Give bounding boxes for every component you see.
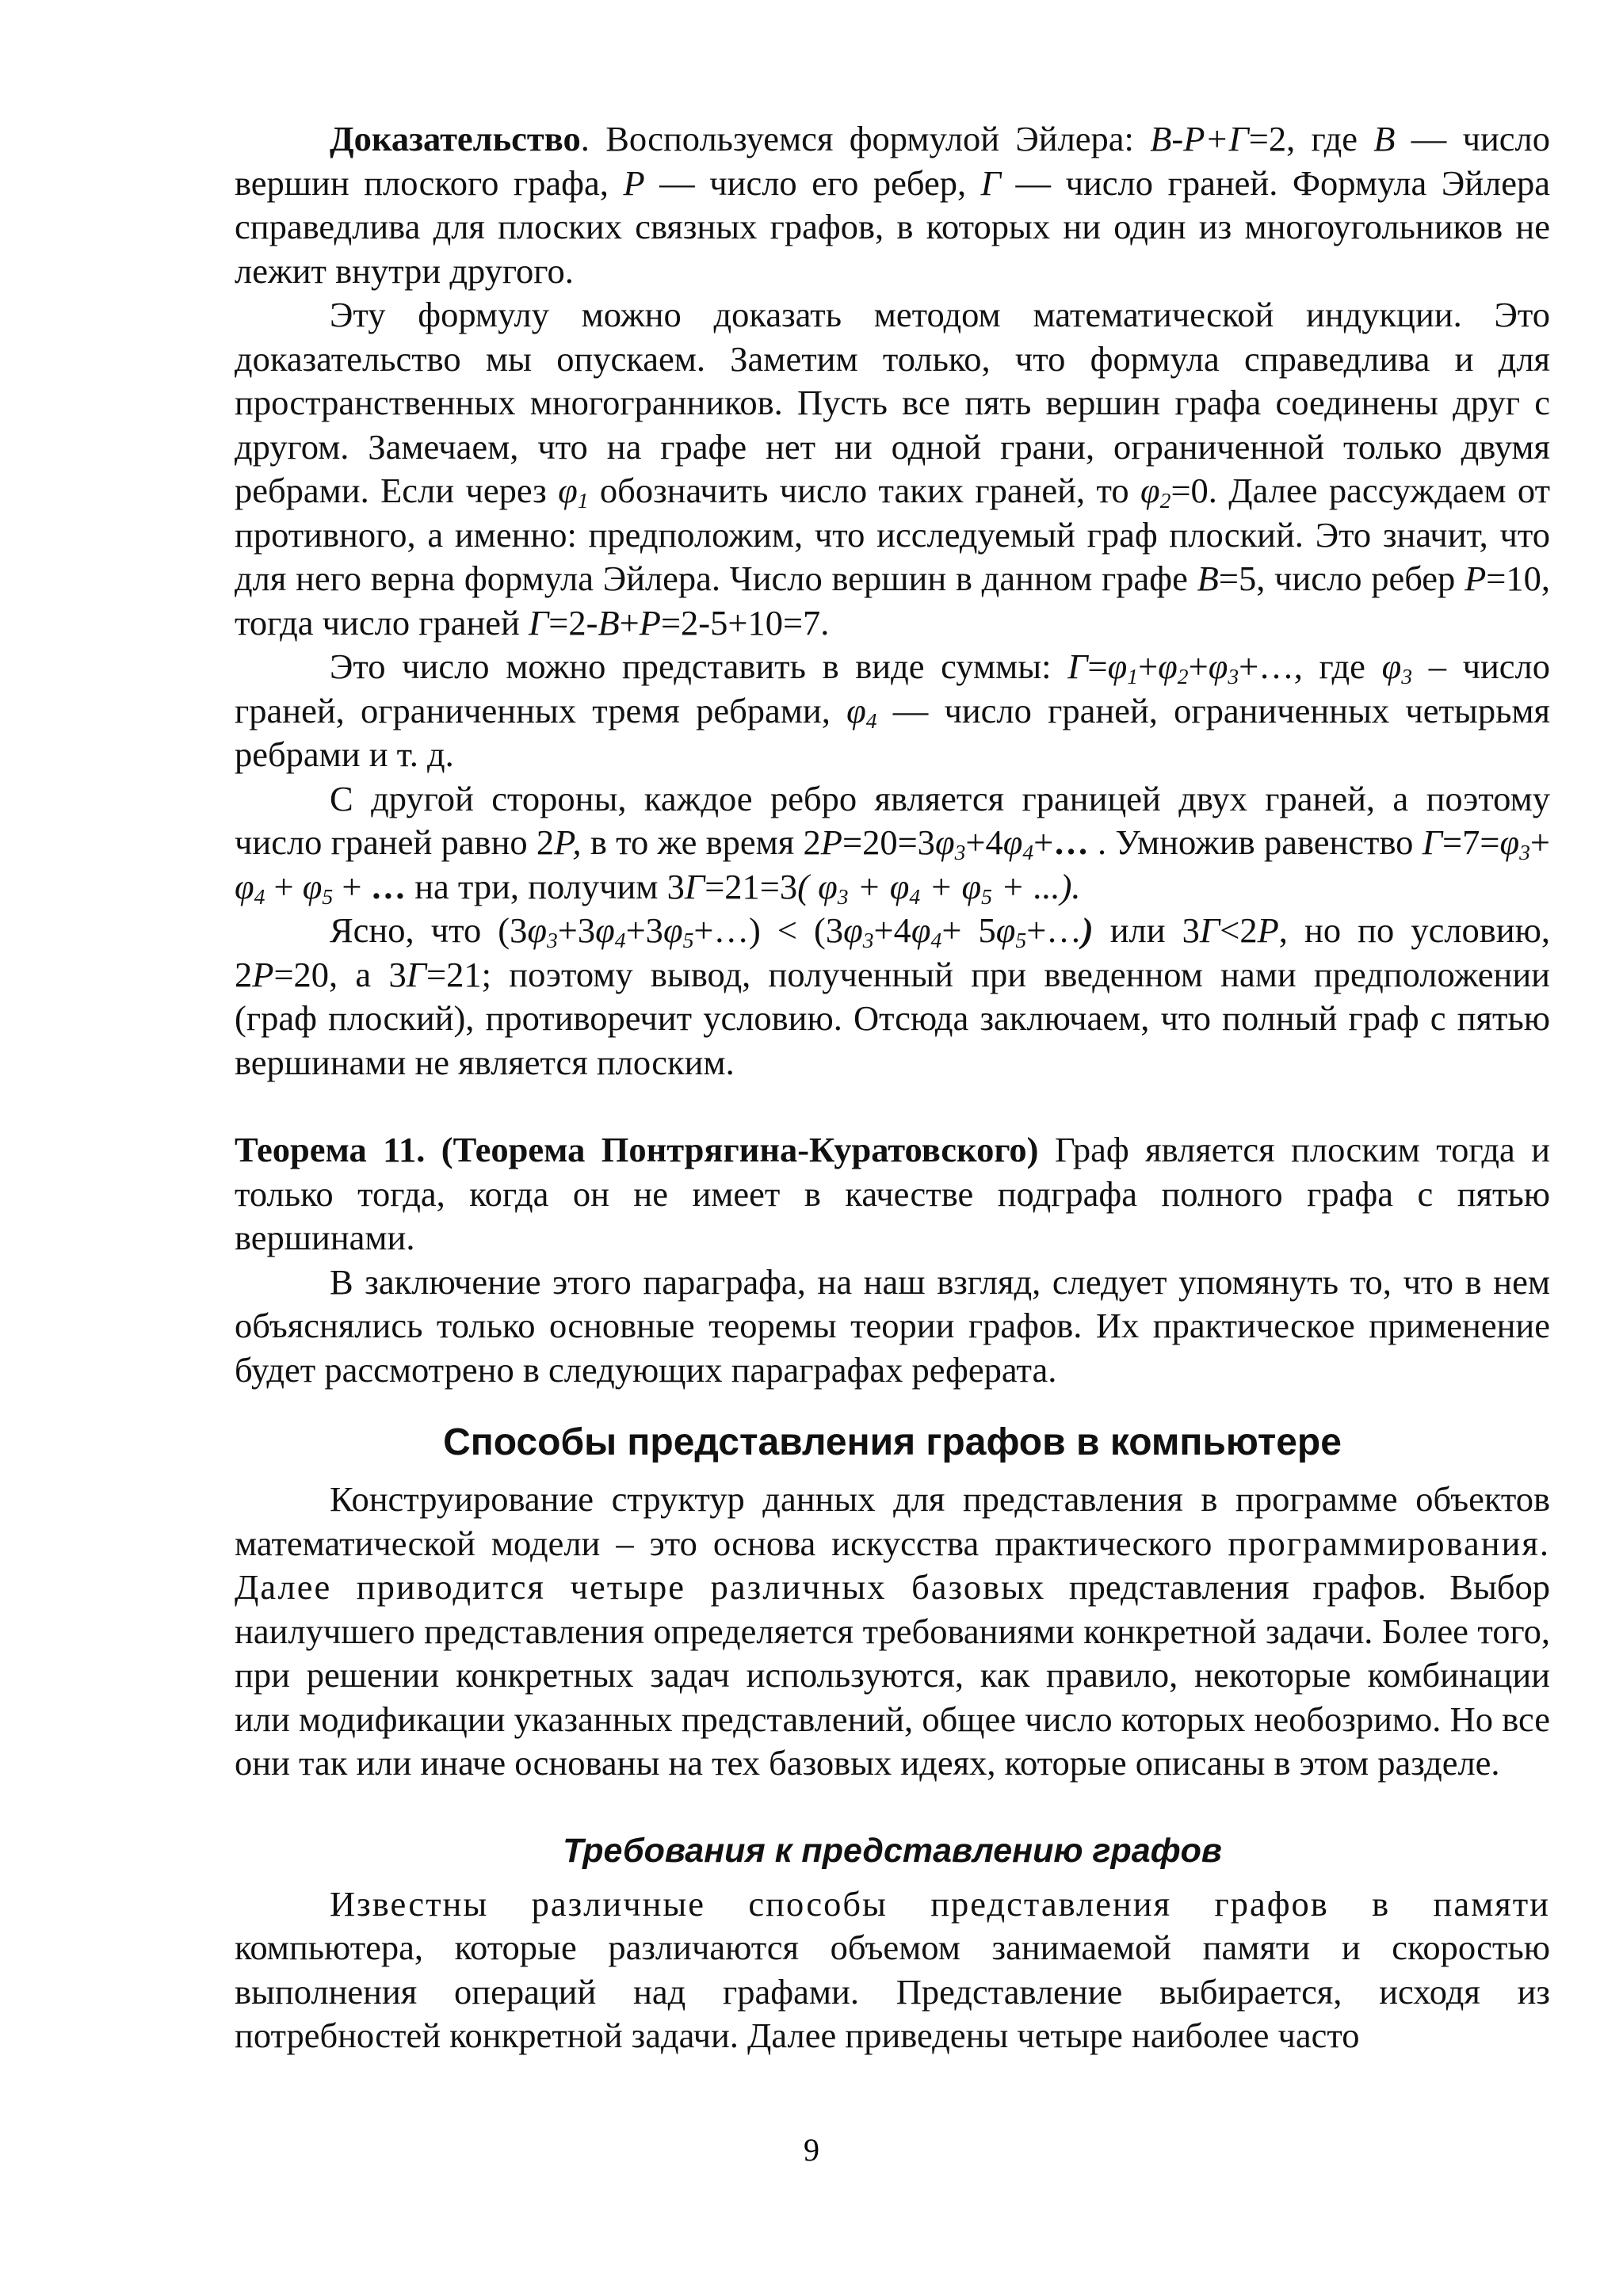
document-page: [235, 117, 1550, 2058]
representations-paragraph: Конструирование структур данных для представления в программе объектов математической модели – это основа искусства практического программирования. Далее приводится четыре различных базовых представления графов. Выбор наилучшего представления определяется требованиями конкретной задачи. Более того, при решении конкретных задач используются, как правило, некоторые комбинации или модификации указанных представлений, общее число которых необозримо. Но все они так или иначе основаны на тех базовых идеях, которые описаны в этом разделе.: [235, 1479, 1550, 1783]
euler-formula-paragraph: Эту формулу можно доказать методом математической индукции. Это доказательство мы опускаем. Заметим только, что формула справедлива и для пространственных многогранников. Пусть все пять вершин графа соединены друг с другом. Замечаем, что на графе нет ни одной грани, ограниченной только двумя ребрами. Если через $\varphi_1$ обозначить число таких граней, то $\varphi_2=0$. Далее рассуждаем от противного, а именно: предположим, что исследуемый граф плоский. Это значит, что для него верна формула Эйлера. Число вершин в данном графе В=5, число ребер Р=10, тогда число граней Г=2-В+Р=2-5+10=7.: [235, 295, 1551, 643]
page-number: 9: [804, 2132, 819, 2168]
requirements-paragraph: Известны различные способы представления графов в памяти компьютера, которые различаются объемом занимаемой памяти и скоростью выполнения операций над графами. Представление выбирается, исходя из потребностей конкретной задачи. Далее приведены четыре наиболее часто: [235, 1883, 1550, 2055]
faces-sum-paragraph: Это число можно представить в виде суммы: $Г=\varphi_1+\varphi_2+\varphi_3+\dots$, где $\varphi_3$ – число граней, ограниченных тремя ребрами, $\varphi_4$ — число граней, ограниченных четырьмя ребрами и т. д.: [235, 646, 1551, 774]
conclusion-paragraph: В заключение этого параграфа, на наш взгляд, следует упомянуть то, что в нем объяснялись только основные теоремы теории графов. Их практическое применение будет рассмотрено в следующих параграфах реферата.: [235, 1261, 1550, 1390]
proof-paragraph: Доказательство. Воспользуемся формулой Эйлера: В-Р+Г=2, где В — число вершин плоского графа, Р — число его ребер, Г — число граней. Формула Эйлера справедлива для плоских связных графов, в которых ни один из многоугольников не лежит внутри другого.: [235, 119, 1551, 291]
theorem-11: Теорема 11. (Теорема Понтрягина-Куратовского) Граф является плоским тогда и только тогда, когда он не имеет в качестве подграфа полного графа с пятью вершинами.: [235, 1130, 1550, 1257]
subsection-title: Требования к представлению графов: [563, 1831, 1222, 1870]
theorem-title: Теорема 11. (Теорема Понтрягина-Куратовского): [235, 1130, 1039, 1169]
edges-faces-paragraph: С другой стороны, каждое ребро является границей двух граней, а поэтому число граней равно 2Р, в то же время $2Р=20=3\varphi_3+4\varphi_4+\dots$ . Умножив равенство $Г=7=\varphi_3+ \varphi_4 + \varphi_5$ + … на три, получим 3Г=21=3( $\varphi_3 + \varphi_4 + \varphi_5$ + ...).: [235, 778, 1550, 909]
proof-lead: Доказательство: [330, 119, 581, 158]
section-title: Способы представления графов в компьютере: [443, 1421, 1342, 1463]
contradiction-paragraph: Ясно, что $(3\varphi_3+3\varphi_4+3\varphi_5+\dots) < (3\varphi_3+4\varphi_4+$ $5\varphi_5+\dots$) или 3Г<2Р, но по условию, 2Р=20, а 3Г=21; поэтому вывод, полученный при введенном нами предположении (граф плоский), противоречит условию. Отсюда заключаем, что полный граф с пятью вершинами не является плоским.: [235, 910, 1550, 1082]
